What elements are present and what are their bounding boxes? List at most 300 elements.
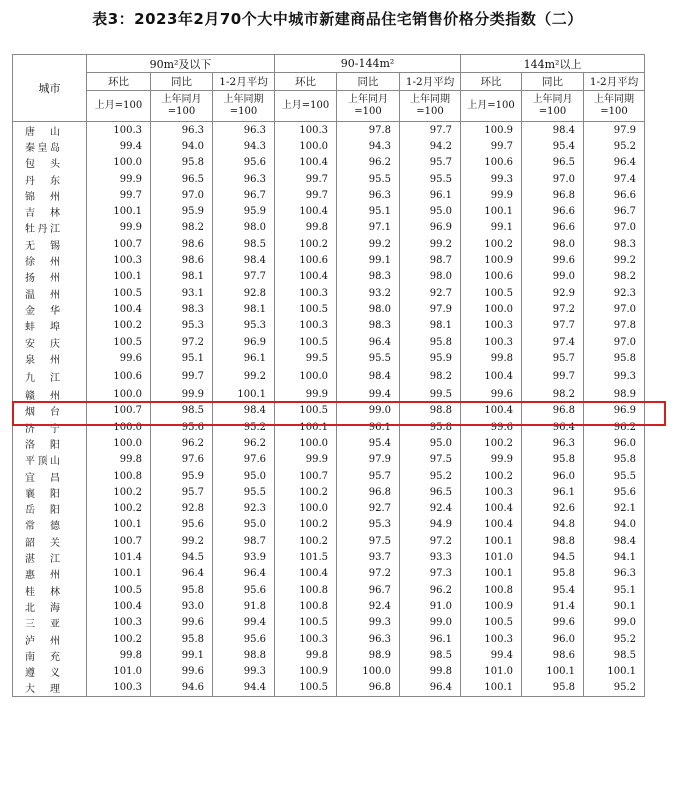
index-value-cell: 97.2 bbox=[337, 566, 400, 582]
index-value-cell: 95.0 bbox=[400, 435, 461, 451]
index-value-cell: 99.4 bbox=[213, 615, 275, 631]
city-cell: 三 亚 bbox=[13, 615, 87, 631]
index-value-cell: 98.2 bbox=[522, 386, 584, 402]
index-value-cell: 97.8 bbox=[337, 122, 400, 139]
index-value-cell: 98.1 bbox=[151, 269, 213, 285]
index-value-cell: 100.2 bbox=[461, 468, 522, 484]
index-value-cell: 98.4 bbox=[337, 366, 400, 386]
index-value-cell: 100.0 bbox=[275, 501, 337, 517]
index-value-cell: 96.1 bbox=[522, 484, 584, 500]
index-value-cell: 95.8 bbox=[522, 452, 584, 468]
index-value-cell: 100.4 bbox=[275, 566, 337, 582]
city-cell: 秦皇岛 bbox=[13, 138, 87, 154]
index-value-cell: 96.1 bbox=[337, 419, 400, 435]
index-value-cell: 100.0 bbox=[87, 155, 151, 171]
index-value-cell: 98.5 bbox=[213, 236, 275, 252]
table-row bbox=[13, 269, 645, 285]
index-value-cell: 97.6 bbox=[151, 452, 213, 468]
index-value-cell: 95.9 bbox=[151, 468, 213, 484]
index-value-cell: 97.4 bbox=[522, 334, 584, 350]
index-value-cell: 95.8 bbox=[522, 680, 584, 697]
index-value-cell: 93.3 bbox=[400, 549, 461, 565]
city-cell: 北 海 bbox=[13, 598, 87, 614]
index-value-cell: 96.4 bbox=[400, 680, 461, 697]
index-value-cell: 100.0 bbox=[275, 366, 337, 386]
index-value-cell: 94.3 bbox=[337, 138, 400, 154]
index-value-cell: 97.3 bbox=[400, 566, 461, 582]
table-row bbox=[13, 220, 645, 236]
index-value-cell: 95.8 bbox=[151, 155, 213, 171]
index-value-cell: 93.1 bbox=[151, 285, 213, 301]
index-value-cell: 96.2 bbox=[584, 419, 645, 435]
city-cell: 宜 昌 bbox=[13, 468, 87, 484]
subheader-avg: 1-2月平均 bbox=[584, 73, 645, 91]
index-value-cell: 93.2 bbox=[337, 285, 400, 301]
index-value-cell: 94.2 bbox=[400, 138, 461, 154]
index-value-cell: 95.8 bbox=[584, 452, 645, 468]
index-value-cell: 99.7 bbox=[87, 187, 151, 203]
index-value-cell: 96.5 bbox=[522, 155, 584, 171]
index-value-cell: 100.0 bbox=[275, 435, 337, 451]
index-value-cell: 96.4 bbox=[584, 155, 645, 171]
index-value-cell: 97.8 bbox=[584, 318, 645, 334]
index-value-cell: 100.8 bbox=[87, 468, 151, 484]
base-avg: 上年同期=100 bbox=[400, 91, 461, 122]
index-value-cell: 97.2 bbox=[400, 533, 461, 549]
index-value-cell: 95.1 bbox=[151, 350, 213, 366]
index-value-cell: 99.4 bbox=[337, 386, 400, 402]
index-value-cell: 100.4 bbox=[275, 203, 337, 219]
index-value-cell: 100.3 bbox=[87, 680, 151, 697]
index-value-cell: 98.9 bbox=[337, 647, 400, 663]
index-value-cell: 96.9 bbox=[400, 220, 461, 236]
index-value-cell: 98.6 bbox=[522, 647, 584, 663]
index-value-cell: 100.4 bbox=[461, 403, 522, 419]
index-value-cell: 96.8 bbox=[337, 484, 400, 500]
index-value-cell: 95.7 bbox=[400, 155, 461, 171]
index-value-cell: 100.1 bbox=[584, 664, 645, 680]
table-row bbox=[13, 566, 645, 582]
index-value-cell: 100.5 bbox=[461, 615, 522, 631]
index-value-cell: 95.3 bbox=[151, 318, 213, 334]
base-mom: 上月=100 bbox=[461, 91, 522, 122]
index-value-cell: 100.3 bbox=[461, 318, 522, 334]
index-value-cell: 99.7 bbox=[522, 366, 584, 386]
index-value-cell: 101.5 bbox=[275, 549, 337, 565]
table-row bbox=[13, 452, 645, 468]
index-value-cell: 96.5 bbox=[400, 484, 461, 500]
index-value-cell: 100.9 bbox=[461, 122, 522, 139]
index-value-cell: 96.0 bbox=[522, 468, 584, 484]
index-value-cell: 98.7 bbox=[213, 533, 275, 549]
index-value-cell: 92.8 bbox=[213, 285, 275, 301]
table-row bbox=[13, 468, 645, 484]
index-value-cell: 100.3 bbox=[275, 285, 337, 301]
table-row bbox=[13, 517, 645, 533]
index-value-cell: 95.6 bbox=[151, 517, 213, 533]
index-value-cell: 94.4 bbox=[213, 680, 275, 697]
city-cell: 无 锡 bbox=[13, 236, 87, 252]
index-value-cell: 97.7 bbox=[400, 122, 461, 139]
index-value-cell: 100.9 bbox=[461, 252, 522, 268]
table-row bbox=[13, 236, 645, 252]
index-value-cell: 100.5 bbox=[87, 334, 151, 350]
index-value-cell: 96.1 bbox=[400, 187, 461, 203]
index-value-cell: 95.0 bbox=[400, 203, 461, 219]
index-value-cell: 94.0 bbox=[584, 517, 645, 533]
index-value-cell: 99.2 bbox=[151, 533, 213, 549]
column-header-city: 城市 bbox=[13, 55, 87, 122]
index-value-cell: 99.1 bbox=[151, 647, 213, 663]
index-value-cell: 92.7 bbox=[400, 285, 461, 301]
index-value-cell: 95.1 bbox=[337, 203, 400, 219]
subheader-mom: 环比 bbox=[87, 73, 151, 91]
index-value-cell: 98.4 bbox=[213, 403, 275, 419]
index-value-cell: 96.0 bbox=[584, 435, 645, 451]
table-row bbox=[13, 386, 645, 402]
index-value-cell: 92.6 bbox=[522, 501, 584, 517]
index-value-cell: 96.3 bbox=[213, 122, 275, 139]
index-value-cell: 100.0 bbox=[87, 419, 151, 435]
table-row bbox=[13, 664, 645, 680]
index-value-cell: 92.8 bbox=[151, 501, 213, 517]
index-value-cell: 99.6 bbox=[151, 664, 213, 680]
index-value-cell: 99.8 bbox=[275, 220, 337, 236]
index-value-cell: 95.6 bbox=[213, 631, 275, 647]
index-value-cell: 96.9 bbox=[213, 334, 275, 350]
city-cell: 牡丹江 bbox=[13, 220, 87, 236]
index-value-cell: 100.4 bbox=[87, 598, 151, 614]
city-cell: 襄 阳 bbox=[13, 484, 87, 500]
index-value-cell: 96.0 bbox=[522, 631, 584, 647]
index-value-cell: 100.0 bbox=[337, 664, 400, 680]
index-value-cell: 93.7 bbox=[337, 549, 400, 565]
index-value-cell: 97.9 bbox=[337, 452, 400, 468]
index-value-cell: 97.6 bbox=[213, 452, 275, 468]
table-row bbox=[13, 419, 645, 435]
index-value-cell: 100.1 bbox=[275, 419, 337, 435]
index-value-cell: 100.5 bbox=[461, 285, 522, 301]
index-value-cell: 98.5 bbox=[400, 647, 461, 663]
index-value-cell: 99.3 bbox=[461, 171, 522, 187]
index-value-cell: 98.1 bbox=[213, 301, 275, 317]
index-value-cell: 94.9 bbox=[400, 517, 461, 533]
index-value-cell: 98.3 bbox=[337, 318, 400, 334]
city-cell: 温 州 bbox=[13, 285, 87, 301]
index-value-cell: 98.2 bbox=[584, 269, 645, 285]
index-value-cell: 98.8 bbox=[522, 533, 584, 549]
index-value-cell: 99.0 bbox=[584, 615, 645, 631]
index-value-cell: 94.8 bbox=[522, 517, 584, 533]
subheader-yoy: 同比 bbox=[151, 73, 213, 91]
index-value-cell: 100.6 bbox=[461, 269, 522, 285]
index-value-cell: 95.8 bbox=[400, 419, 461, 435]
index-value-cell: 95.9 bbox=[400, 350, 461, 366]
city-cell: 惠 州 bbox=[13, 566, 87, 582]
index-value-cell: 96.4 bbox=[151, 566, 213, 582]
city-cell: 泉 州 bbox=[13, 350, 87, 366]
index-value-cell: 97.7 bbox=[522, 318, 584, 334]
index-value-cell: 91.4 bbox=[522, 598, 584, 614]
table-row bbox=[13, 484, 645, 500]
table-row bbox=[13, 403, 645, 419]
index-value-cell: 100.7 bbox=[87, 403, 151, 419]
index-value-cell: 97.7 bbox=[213, 269, 275, 285]
index-value-cell: 100.5 bbox=[275, 615, 337, 631]
index-value-cell: 100.8 bbox=[275, 582, 337, 598]
index-value-cell: 100.7 bbox=[275, 468, 337, 484]
index-value-cell: 95.9 bbox=[151, 203, 213, 219]
index-value-cell: 100.3 bbox=[87, 122, 151, 139]
index-value-cell: 100.3 bbox=[275, 122, 337, 139]
index-value-cell: 94.5 bbox=[522, 549, 584, 565]
index-value-cell: 99.8 bbox=[461, 350, 522, 366]
index-value-cell: 100.1 bbox=[522, 664, 584, 680]
subheader-avg: 1-2月平均 bbox=[213, 73, 275, 91]
base-yoy: 上年同月=100 bbox=[522, 91, 584, 122]
subheader-mom: 环比 bbox=[275, 73, 337, 91]
index-value-cell: 95.5 bbox=[213, 484, 275, 500]
index-value-cell: 99.1 bbox=[337, 252, 400, 268]
index-value-cell: 99.0 bbox=[522, 269, 584, 285]
index-value-cell: 95.0 bbox=[213, 517, 275, 533]
city-cell: 锦 州 bbox=[13, 187, 87, 203]
index-value-cell: 98.5 bbox=[584, 647, 645, 663]
index-value-cell: 100.8 bbox=[461, 582, 522, 598]
index-value-cell: 100.6 bbox=[461, 155, 522, 171]
index-value-cell: 100.3 bbox=[461, 334, 522, 350]
index-value-cell: 99.3 bbox=[584, 366, 645, 386]
price-index-table bbox=[12, 54, 645, 697]
index-value-cell: 95.9 bbox=[213, 203, 275, 219]
index-value-cell: 97.9 bbox=[400, 301, 461, 317]
index-value-cell: 100.6 bbox=[275, 252, 337, 268]
index-value-cell: 100.2 bbox=[275, 533, 337, 549]
index-value-cell: 92.4 bbox=[400, 501, 461, 517]
index-value-cell: 95.7 bbox=[522, 350, 584, 366]
index-value-cell: 98.6 bbox=[151, 236, 213, 252]
index-value-cell: 97.5 bbox=[337, 533, 400, 549]
table-row bbox=[13, 171, 645, 187]
index-value-cell: 99.9 bbox=[461, 452, 522, 468]
table-row bbox=[13, 435, 645, 451]
index-value-cell: 95.0 bbox=[213, 468, 275, 484]
index-value-cell: 98.0 bbox=[400, 269, 461, 285]
index-value-cell: 92.9 bbox=[522, 285, 584, 301]
index-value-cell: 94.6 bbox=[151, 680, 213, 697]
subheader-yoy: 同比 bbox=[337, 73, 400, 91]
index-value-cell: 100.0 bbox=[87, 435, 151, 451]
table-row bbox=[13, 318, 645, 334]
index-value-cell: 95.3 bbox=[213, 318, 275, 334]
index-value-cell: 100.0 bbox=[461, 301, 522, 317]
index-value-cell: 99.9 bbox=[87, 220, 151, 236]
index-value-cell: 99.9 bbox=[87, 171, 151, 187]
index-value-cell: 99.6 bbox=[151, 615, 213, 631]
index-value-cell: 97.2 bbox=[151, 334, 213, 350]
index-value-cell: 92.3 bbox=[213, 501, 275, 517]
index-value-cell: 99.6 bbox=[522, 615, 584, 631]
city-cell: 常 德 bbox=[13, 517, 87, 533]
index-value-cell: 98.5 bbox=[151, 403, 213, 419]
index-value-cell: 98.2 bbox=[400, 366, 461, 386]
group-header-small: 90m²及以下 bbox=[87, 55, 275, 73]
index-value-cell: 96.3 bbox=[151, 122, 213, 139]
index-value-cell: 97.1 bbox=[337, 220, 400, 236]
index-value-cell: 99.7 bbox=[461, 138, 522, 154]
city-cell: 济 宁 bbox=[13, 419, 87, 435]
index-value-cell: 98.8 bbox=[400, 403, 461, 419]
index-value-cell: 100.9 bbox=[275, 664, 337, 680]
index-value-cell: 99.2 bbox=[337, 236, 400, 252]
table-row bbox=[13, 647, 645, 663]
index-value-cell: 95.6 bbox=[213, 155, 275, 171]
index-value-cell: 95.3 bbox=[337, 517, 400, 533]
base-yoy: 上年同月=100 bbox=[151, 91, 213, 122]
index-value-cell: 100.7 bbox=[87, 236, 151, 252]
index-value-cell: 96.5 bbox=[151, 171, 213, 187]
index-value-cell: 99.8 bbox=[400, 664, 461, 680]
index-value-cell: 96.3 bbox=[522, 435, 584, 451]
city-cell: 南 充 bbox=[13, 647, 87, 663]
index-value-cell: 91.8 bbox=[213, 598, 275, 614]
index-value-cell: 97.5 bbox=[400, 452, 461, 468]
index-value-cell: 100.2 bbox=[275, 236, 337, 252]
index-value-cell: 96.3 bbox=[584, 566, 645, 582]
index-value-cell: 95.8 bbox=[584, 350, 645, 366]
index-value-cell: 95.5 bbox=[337, 350, 400, 366]
index-value-cell: 98.0 bbox=[213, 220, 275, 236]
index-value-cell: 99.7 bbox=[151, 366, 213, 386]
index-value-cell: 95.5 bbox=[400, 171, 461, 187]
table-row bbox=[13, 501, 645, 517]
index-value-cell: 99.2 bbox=[213, 366, 275, 386]
index-value-cell: 96.8 bbox=[337, 680, 400, 697]
index-value-cell: 93.9 bbox=[213, 549, 275, 565]
index-value-cell: 96.3 bbox=[337, 187, 400, 203]
index-value-cell: 96.3 bbox=[337, 631, 400, 647]
index-value-cell: 100.9 bbox=[461, 598, 522, 614]
table-row bbox=[13, 350, 645, 366]
index-value-cell: 96.2 bbox=[337, 155, 400, 171]
index-value-cell: 98.4 bbox=[213, 252, 275, 268]
index-value-cell: 100.1 bbox=[213, 386, 275, 402]
city-cell: 赣 州 bbox=[13, 386, 87, 402]
index-value-cell: 97.0 bbox=[522, 171, 584, 187]
index-value-cell: 98.0 bbox=[522, 236, 584, 252]
index-value-cell: 100.4 bbox=[461, 366, 522, 386]
index-value-cell: 96.4 bbox=[337, 334, 400, 350]
index-value-cell: 101.0 bbox=[87, 664, 151, 680]
city-cell: 洛 阳 bbox=[13, 435, 87, 451]
city-cell: 吉 林 bbox=[13, 203, 87, 219]
index-value-cell: 99.8 bbox=[275, 647, 337, 663]
index-value-cell: 95.5 bbox=[584, 468, 645, 484]
index-value-cell: 97.4 bbox=[584, 171, 645, 187]
index-value-cell: 100.6 bbox=[87, 366, 151, 386]
index-value-cell: 100.1 bbox=[87, 269, 151, 285]
index-value-cell: 98.4 bbox=[584, 533, 645, 549]
index-value-cell: 98.3 bbox=[584, 236, 645, 252]
index-value-cell: 100.3 bbox=[461, 484, 522, 500]
base-mom: 上月=100 bbox=[87, 91, 151, 122]
city-cell: 蚌 埠 bbox=[13, 318, 87, 334]
index-value-cell: 100.2 bbox=[87, 484, 151, 500]
index-value-cell: 95.4 bbox=[522, 582, 584, 598]
index-value-cell: 100.5 bbox=[275, 403, 337, 419]
city-cell: 金 华 bbox=[13, 301, 87, 317]
city-cell: 韶 关 bbox=[13, 533, 87, 549]
table-row bbox=[13, 155, 645, 171]
index-value-cell: 95.1 bbox=[584, 582, 645, 598]
city-cell: 岳 阳 bbox=[13, 501, 87, 517]
index-value-cell: 100.1 bbox=[461, 533, 522, 549]
index-value-cell: 99.4 bbox=[87, 138, 151, 154]
index-value-cell: 100.1 bbox=[461, 203, 522, 219]
index-value-cell: 100.5 bbox=[275, 680, 337, 697]
base-mom: 上月=100 bbox=[275, 91, 337, 122]
index-value-cell: 101.0 bbox=[461, 549, 522, 565]
index-value-cell: 96.6 bbox=[522, 220, 584, 236]
index-value-cell: 100.5 bbox=[275, 334, 337, 350]
index-value-cell: 95.8 bbox=[151, 582, 213, 598]
index-value-cell: 99.6 bbox=[87, 350, 151, 366]
index-value-cell: 100.2 bbox=[87, 318, 151, 334]
index-value-cell: 96.6 bbox=[584, 187, 645, 203]
index-value-cell: 95.2 bbox=[213, 419, 275, 435]
index-value-cell: 100.5 bbox=[87, 285, 151, 301]
index-value-cell: 94.1 bbox=[584, 549, 645, 565]
table-row bbox=[13, 252, 645, 268]
subheader-yoy: 同比 bbox=[522, 73, 584, 91]
table-body bbox=[13, 122, 645, 697]
index-value-cell: 100.2 bbox=[87, 501, 151, 517]
index-value-cell: 100.1 bbox=[87, 566, 151, 582]
index-value-cell: 95.2 bbox=[584, 631, 645, 647]
subheader-avg: 1-2月平均 bbox=[400, 73, 461, 91]
index-value-cell: 92.7 bbox=[337, 501, 400, 517]
city-cell: 湛 江 bbox=[13, 549, 87, 565]
index-value-cell: 96.7 bbox=[337, 582, 400, 598]
index-value-cell: 95.2 bbox=[584, 138, 645, 154]
city-cell: 丹 东 bbox=[13, 171, 87, 187]
index-value-cell: 95.2 bbox=[400, 468, 461, 484]
index-value-cell: 98.2 bbox=[151, 220, 213, 236]
index-value-cell: 96.1 bbox=[400, 631, 461, 647]
index-value-cell: 99.8 bbox=[87, 647, 151, 663]
index-value-cell: 95.8 bbox=[400, 334, 461, 350]
index-value-cell: 99.2 bbox=[400, 236, 461, 252]
base-yoy: 上年同月=100 bbox=[337, 91, 400, 122]
table-row bbox=[13, 598, 645, 614]
index-value-cell: 95.4 bbox=[337, 435, 400, 451]
city-cell: 包 头 bbox=[13, 155, 87, 171]
index-value-cell: 100.3 bbox=[275, 631, 337, 647]
index-value-cell: 95.8 bbox=[522, 566, 584, 582]
index-value-cell: 90.1 bbox=[584, 598, 645, 614]
city-cell: 平顶山 bbox=[13, 452, 87, 468]
table-row bbox=[13, 615, 645, 631]
subheader-mom: 环比 bbox=[461, 73, 522, 91]
index-value-cell: 101.4 bbox=[87, 549, 151, 565]
index-value-cell: 99.5 bbox=[275, 350, 337, 366]
index-value-cell: 98.3 bbox=[151, 301, 213, 317]
city-cell: 徐 州 bbox=[13, 252, 87, 268]
index-value-cell: 97.9 bbox=[584, 122, 645, 139]
index-value-cell: 100.2 bbox=[87, 631, 151, 647]
index-value-cell: 99.9 bbox=[275, 452, 337, 468]
index-value-cell: 92.4 bbox=[337, 598, 400, 614]
